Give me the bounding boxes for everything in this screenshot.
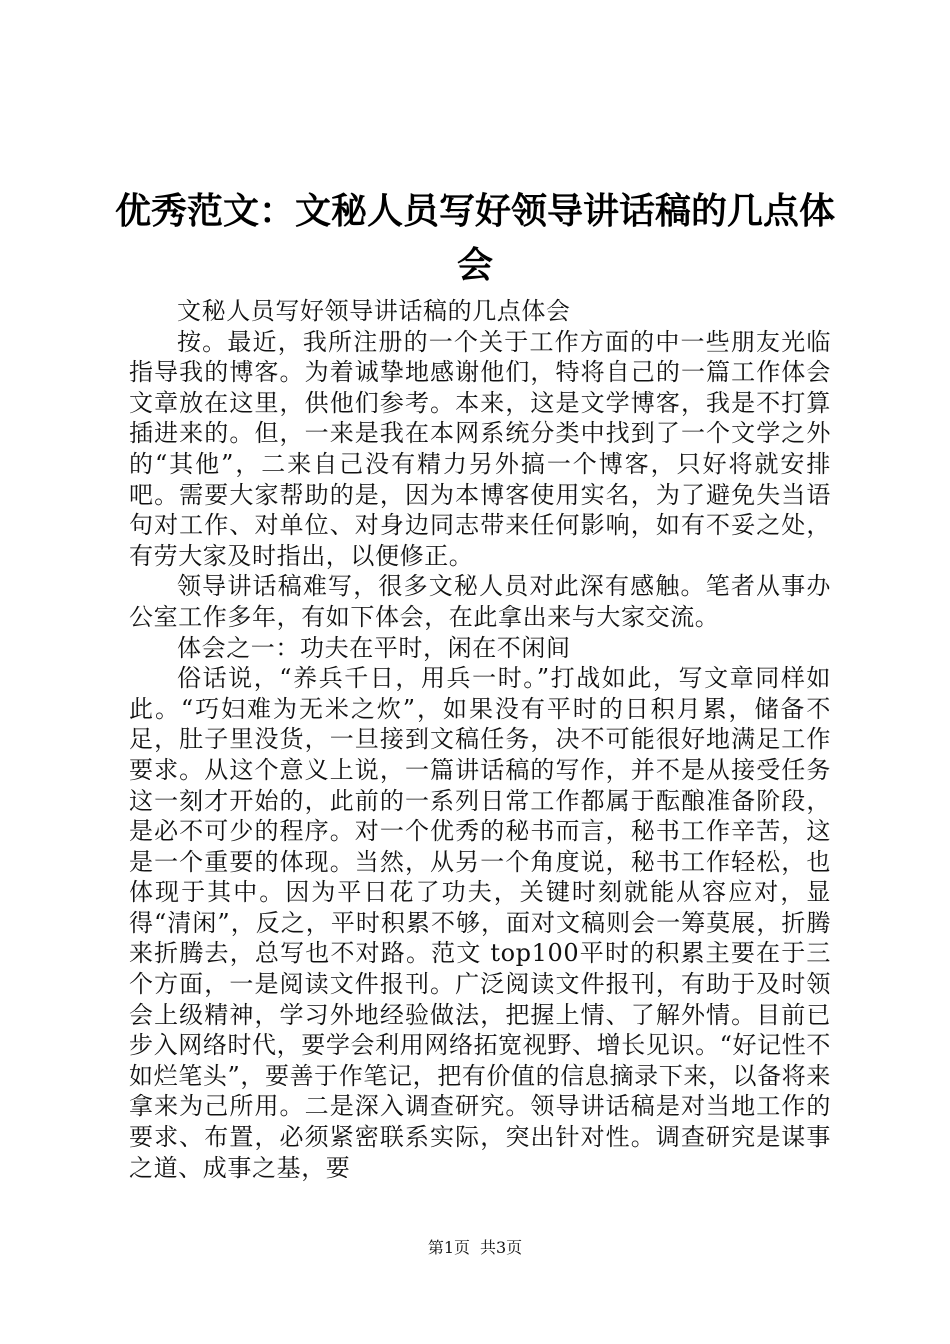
paragraph-heading-1: 体会之一：功夫在平时，闲在不闲间 <box>177 633 571 662</box>
paragraph-preface: 按。最近，我所注册的一个关于工作方面的中一些朋友光临指导我的博客。为着诚挚地感谢他们，特将自己的一篇工作体会文章放在这里，供他们参考。本来，这是文学博客，我是不打算插进来的。但，一来是我在本网系统分类中找到了一个文学之外的“其他”，二来自己没有精力另外搞一个博客，只好将就安排吧。需要大家帮助的是，因为本博客使用实名，为了避免失当语句对工作、对单位、对身边同志带来任何影响，如有不妥之处，有劳大家及时指出，以便修正。 <box>129 327 831 570</box>
page-total: 共3页 <box>480 1238 523 1257</box>
paragraph-subtitle: 文秘人员写好领导讲话稿的几点体会 <box>177 297 571 325</box>
document-body <box>129 296 831 1183</box>
page-number: 第1页 <box>427 1238 470 1257</box>
paragraph-intro: 领导讲话稿难写，很多文秘人员对此深有感触。笔者从事办公室工作多年，有如下体会，在此拿出来与大家交流。 <box>129 572 831 631</box>
page-footer <box>0 1238 950 1258</box>
document-title: 优秀范文：文秘人员写好领导讲话稿的几点体会 <box>114 190 835 286</box>
paragraph-section-1: 俗话说，“养兵千日，用兵一时。”打战如此，写文章同样如此。“巧妇难为无米之炊”，如果没有平时的日积月累，储备不足，肚子里没货，一旦接到文稿任务，决不可能很好地满足工作要求。从这个意义上说，一篇讲话稿的写作，并不是从接受任务这一刻才开始的，此前的一系列日常工作都属于酝酿准备阶段，是必不可少的程序。对一个优秀的秘书而言，秘书工作辛苦，这是一个重要的体现。当然，从另一个角度说，秘书工作轻松，也体现于其中。因为平日花了功夫，关键时刻就能从容应对，显得“清闲”，反之，平时积累不够，面对文稿则会一筹莫展，折腾来折腾去，总写也不对路。范文 top100平时的积累主要在于三个方面，一是阅读文件报刊。广泛阅读文件报刊，有助于及时领会上级精神，学习外地经验做法，把握上情、了解外情。目前已步入网络时代，要学会利用网络拓宽视野、增长见识。“好记性不如烂笔头”，要善于作笔记，把有价值的信息摘录下来，以备将来拿来为己所用。二是深入调查研究。领导讲话稿是对当地工作的要求、布置，必须紧密联系实际，突出针对性。调查研究是谋事之道、成事之基，要 <box>129 664 831 1182</box>
